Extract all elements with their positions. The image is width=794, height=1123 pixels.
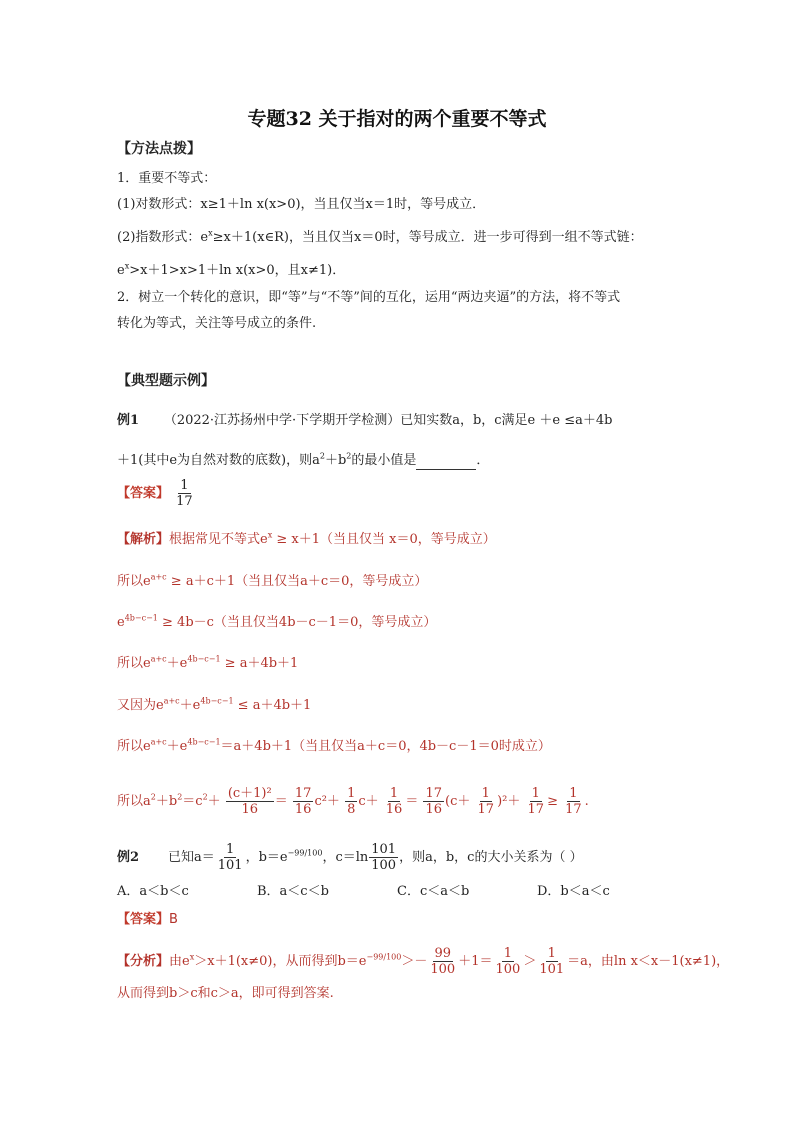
sol3-rest: ≥ 4b－c（当且仅当4b－c－1＝0，等号成立） bbox=[157, 615, 437, 630]
sol7-f3-den: 8 bbox=[347, 802, 356, 817]
ex1-text2-b: ＋b bbox=[324, 453, 347, 468]
sol7-end: . bbox=[584, 794, 589, 809]
sol7-d: ＋ bbox=[207, 794, 221, 809]
ana1-e: ＞ bbox=[523, 954, 537, 969]
ana1-sup2: −99/100 bbox=[366, 952, 402, 962]
point1-log: (1)对数形式：x≥1＋ln x(x>0)，当且仅当x＝1时，等号成立． bbox=[117, 197, 486, 212]
ana1-a: 由e bbox=[169, 954, 190, 969]
point1-chain bbox=[117, 262, 345, 280]
answer2-label: 【答案】 bbox=[117, 912, 170, 927]
option-a: A．a＜b＜c bbox=[117, 884, 189, 899]
sol3-a: e bbox=[117, 615, 125, 630]
analysis2-line1 bbox=[117, 946, 729, 977]
sol6-sup2: 4b−c−1 bbox=[187, 737, 221, 747]
sol5-mid: ＋e bbox=[179, 698, 201, 713]
sol7-f4-num: 1 bbox=[389, 786, 399, 801]
point1-exp bbox=[117, 229, 643, 247]
ex2-fa-den: 101 bbox=[217, 858, 243, 873]
ex1-end: ． bbox=[476, 453, 490, 468]
analysis-label: 【解析】 bbox=[117, 532, 170, 547]
ex1-sq-a: 2 bbox=[319, 451, 325, 461]
sol7-frac3 bbox=[345, 786, 357, 817]
ana1-f2-den: 100 bbox=[495, 962, 521, 977]
sol5-sup1: a+c bbox=[163, 696, 180, 706]
sol4-sup2: 4b−c−1 bbox=[187, 654, 221, 664]
sol7-eq1: ＝ bbox=[274, 794, 288, 809]
ex2-b-sup: −99/100 bbox=[287, 848, 323, 858]
ex2-fa-num: 1 bbox=[226, 842, 235, 857]
sol7-f2-den: 16 bbox=[294, 802, 312, 817]
sol7-a: 所以a bbox=[117, 794, 151, 809]
ex2-a: 已知a＝ bbox=[167, 850, 215, 865]
answer-label: 【答案】 bbox=[117, 486, 170, 501]
sol2-rest: ≥ a＋c＋1（当且仅当a＋c＝0，等号成立） bbox=[166, 574, 428, 589]
solution-line2 bbox=[117, 573, 427, 591]
sol7-e: c²＋ bbox=[314, 794, 340, 809]
solution-line1 bbox=[117, 531, 496, 549]
sol7-frac2 bbox=[293, 786, 314, 817]
sol7-frac4 bbox=[384, 786, 405, 817]
sol7-g: c＋ bbox=[358, 794, 379, 809]
sol7-f6-den: 17 bbox=[477, 802, 495, 817]
ana1-f3-num: 1 bbox=[547, 946, 556, 961]
solution-line4 bbox=[117, 655, 298, 673]
sol7-h: (c＋ bbox=[445, 794, 471, 809]
answer-num: 1 bbox=[180, 478, 189, 493]
ana1-f2-num: 1 bbox=[503, 946, 513, 961]
sol1-rest: ≥ x＋1（当且仅当 x＝0，等号成立） bbox=[272, 532, 496, 547]
ex1-sq-b: 2 bbox=[346, 451, 352, 461]
sol4-a: 所以e bbox=[117, 656, 151, 671]
sol7-f6-num: 1 bbox=[481, 786, 490, 801]
ana1-sup: x bbox=[189, 952, 195, 962]
sol7-frac6 bbox=[476, 786, 497, 817]
sol7-frac8 bbox=[563, 786, 584, 817]
analysis2-line2: 从而得到b＞c和c＞a，即可得到答案. bbox=[117, 986, 334, 1001]
ex2-fc-num: 101 bbox=[371, 842, 397, 857]
sol7-frac7 bbox=[526, 786, 547, 817]
ex2-b: ，b＝e bbox=[245, 850, 288, 865]
point1-exp-sup: x bbox=[208, 228, 213, 238]
solution-line5 bbox=[117, 697, 311, 715]
answer-blank bbox=[416, 457, 476, 470]
ex2-d: ，则a，b，c的大小关系为（ ） bbox=[399, 850, 583, 865]
example1-line1 bbox=[117, 412, 612, 430]
solution-line3 bbox=[117, 614, 436, 632]
example1-answer bbox=[117, 478, 196, 509]
answer2-value: B bbox=[169, 912, 178, 927]
ana1-f3-den: 101 bbox=[539, 962, 565, 977]
sol7-eq2: ＝ bbox=[405, 794, 419, 809]
sol7-i: )²＋ bbox=[497, 794, 521, 809]
sol7-f8-num: 1 bbox=[569, 786, 578, 801]
point1-exp-e: (2)指数形式：e bbox=[117, 230, 209, 245]
sol5-rest: ≤ a＋4b＋1 bbox=[233, 698, 312, 713]
ex2-frac-c bbox=[369, 842, 398, 873]
example2-line bbox=[117, 842, 583, 873]
ana1-d: ＋1＝ bbox=[458, 954, 493, 969]
ana1-f1-num: 99 bbox=[434, 946, 452, 961]
sol7-f5-den: 16 bbox=[425, 802, 443, 817]
answer-fraction bbox=[174, 478, 195, 509]
sol6-a: 所以e bbox=[117, 739, 151, 754]
sol7-f1-den: 16 bbox=[241, 802, 259, 817]
sol7-sq1: 2 bbox=[150, 792, 156, 802]
sol7-f3-num: 1 bbox=[347, 786, 356, 801]
page-title: 专题32 关于指对的两个重要不等式 bbox=[247, 108, 547, 130]
ana1-b: ＞x＋1(x≠0)，从而得到b＝e bbox=[194, 954, 367, 969]
sol7-ge: ≥ bbox=[547, 794, 558, 809]
sol7-c: ＝c bbox=[182, 794, 203, 809]
sol7-b: ＋b bbox=[155, 794, 178, 809]
example1-label: 例1 bbox=[117, 413, 140, 428]
chain-rest: >x＋1>x>1＋ln x(x>0，且x≠1)． bbox=[129, 263, 346, 278]
sol6-mid: ＋e bbox=[166, 739, 188, 754]
ana1-f: ＝a，由ln x＜x－1(x≠1)， bbox=[567, 954, 730, 969]
sol7-frac1 bbox=[226, 786, 274, 817]
sol7-f4-den: 16 bbox=[385, 802, 403, 817]
sol3-sup: 4b−c−1 bbox=[124, 613, 158, 623]
ana1-f1-den: 100 bbox=[430, 962, 456, 977]
method-header: 【方法点拨】 bbox=[117, 141, 201, 157]
ex1-text2-a: ＋1(其中e为自然对数的底数)，则a bbox=[117, 453, 320, 468]
point1-exp-rest: ≥x＋1(x∈R)，当且仅当x＝0时，等号成立．进一步可得到一组不等式链： bbox=[212, 230, 643, 245]
ex2-c: ，c＝ln bbox=[322, 850, 369, 865]
example1-line2 bbox=[117, 452, 489, 470]
ex2-fc-den: 100 bbox=[371, 858, 397, 873]
chain-e: e bbox=[117, 263, 125, 278]
sol7-f5-num: 17 bbox=[425, 786, 443, 801]
sol1: 根据常见不等式e bbox=[169, 532, 268, 547]
answer-den: 17 bbox=[176, 494, 193, 509]
typical-header: 【典型题示例】 bbox=[117, 373, 215, 389]
sol4-rest: ≥ a＋4b＋1 bbox=[220, 656, 299, 671]
ana1-frac1 bbox=[428, 946, 457, 977]
sol7-f1-num: (c＋1)² bbox=[227, 786, 272, 801]
sol7-frac5 bbox=[423, 786, 444, 817]
sol7-f7-num: 1 bbox=[531, 786, 540, 801]
sol7-sq2: 2 bbox=[177, 792, 183, 802]
solution-line6 bbox=[117, 738, 551, 756]
sol2-sup: a+c bbox=[150, 572, 167, 582]
example2-answer bbox=[117, 911, 178, 929]
sol4-sup1: a+c bbox=[150, 654, 167, 664]
sol7-f7-den: 17 bbox=[527, 802, 545, 817]
sol6-sup1: a+c bbox=[150, 737, 167, 747]
ex1-text2-c: 的最小值是 bbox=[351, 453, 417, 468]
sol7-sq3: 2 bbox=[202, 792, 208, 802]
option-b: B．a＜c＜b bbox=[257, 884, 329, 899]
ex2-frac-a bbox=[216, 842, 245, 873]
solution-line7 bbox=[117, 786, 589, 817]
example1-text1: （2022·江苏扬州中学·下学期开学检测）已知实数a，b，c满足e ＋e ≤a＋4b bbox=[163, 413, 613, 428]
sol5-a: 又因为e bbox=[117, 698, 164, 713]
option-c: C．c＜a＜b bbox=[397, 884, 470, 899]
option-d: D．b＜a＜c bbox=[537, 884, 610, 899]
chain-sup: x bbox=[124, 261, 130, 271]
sol7-f8-den: 17 bbox=[565, 802, 582, 817]
sol1-sup: x bbox=[267, 530, 273, 540]
ana1-c: ＞－ bbox=[401, 954, 428, 969]
sol5-sup2: 4b−c−1 bbox=[200, 696, 234, 706]
point1-head: 1．重要不等式： bbox=[117, 171, 217, 186]
sol7-f2-num: 17 bbox=[294, 786, 312, 801]
sol6-rest: ＝a＋4b＋1（当且仅当a＋c＝0，4b－c－1＝0时成立） bbox=[220, 739, 551, 754]
point2-line2: 转化为等式，关注等号成立的条件. bbox=[117, 316, 317, 331]
ana1-frac2 bbox=[493, 946, 522, 977]
analysis2-label: 【分析】 bbox=[117, 954, 170, 969]
ana1-frac3 bbox=[537, 946, 566, 977]
point2-line1: 2．树立一个转化的意识，即“等”与“不等”间的互化，运用“两边夹逼”的方法，将不等式 bbox=[117, 290, 621, 305]
sol4-mid: ＋e bbox=[166, 656, 188, 671]
example2-label: 例2 bbox=[117, 850, 140, 865]
sol2-a: 所以e bbox=[117, 574, 151, 589]
